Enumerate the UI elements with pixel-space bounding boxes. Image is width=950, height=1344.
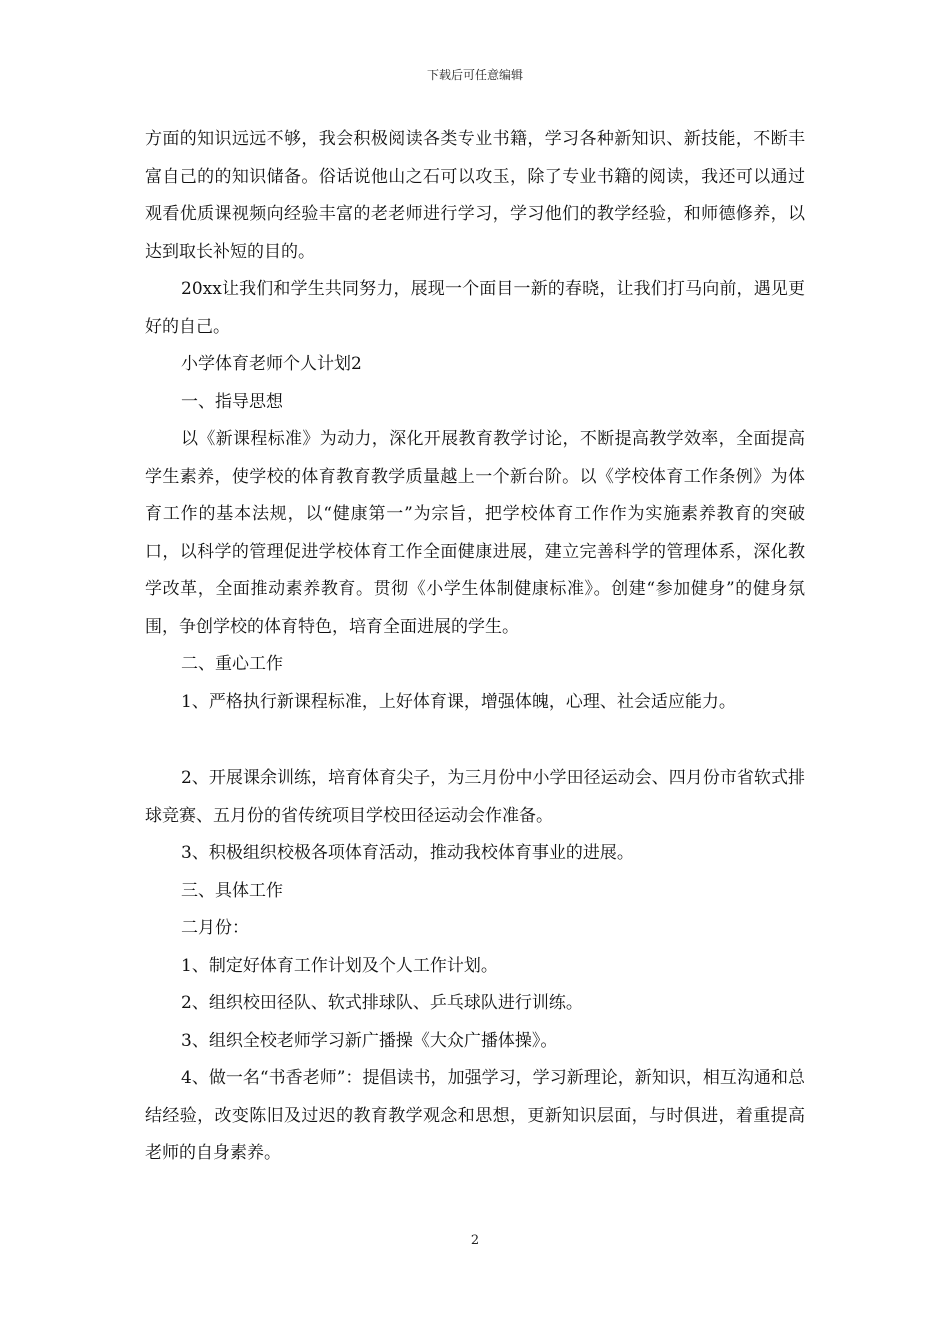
page-header: 下载后可任意编辑	[426, 68, 523, 82]
list-item: 4、做一名“书香老师”：提倡读书，加强学习，学习新理论，新知识，相互沟通和总结经验，改变陈旧及过迟的教育教学观念和思想，更新知识层面，与时俱进，着重提高老师的自身素养。	[145, 1068, 805, 1163]
list-item: 3、积极组织校极各项体育活动，推动我校体育事业的进展。	[181, 843, 634, 863]
list-item: 1、制定好体育工作计划及个人工作计划。	[181, 955, 498, 976]
heading-february: 二月份：	[181, 918, 249, 938]
list-item: 2、组织校田径队、软式排球队、乒乓球队进行训练。	[181, 993, 583, 1013]
page-number: 2	[470, 1233, 480, 1248]
paragraph-closing: 20xx让我们和学生共同努力，展现一个面目一新的春晓，让我们打马向前，遇见更好的自己。	[145, 279, 805, 337]
spacer	[145, 721, 805, 760]
heading-guiding-ideology: 一、指导思想	[181, 391, 283, 412]
document-body	[145, 121, 805, 1173]
list-item: 3、组织全校老师学习新广播操《大众广播体操》。	[181, 1030, 558, 1051]
list-item: 2、开展课余训练，培育体育尖子，为三月份中小学田径运动会、四月份市省软式排球竞赛、五月份的省传统项目学校田径运动会作准备。	[145, 768, 805, 826]
section-title: 小学体育老师个人计划2	[181, 354, 362, 374]
heading-specific-work: 三、具体工作	[181, 880, 283, 901]
list-item: 1、严格执行新课程标准，上好体育课，增强体魄，心理、社会适应能力。	[181, 691, 736, 712]
paragraph-guiding-ideology: 以《新课程标准》为动力，深化开展教育教学讨论，不断提高教学效率，全面提高学生素养，使学校的体育教育教学质量越上一个新台阶。以《学校体育工作条例》为体育工作的基本法规，以“健康第一”为宗旨，把学校体育工作作为实施素养教育的突破口，以科学的管理促进学校体育工作全面健康进展，建立完善科学的管理体系，深化教学改革，全面推动素养教育。贯彻《小学生体制健康标准》。创建“参加健身”的健身氛围，争创学校的体育特色，培育全面进展的学生。	[145, 429, 805, 637]
paragraph-knowledge: 方面的知识远远不够，我会积极阅读各类专业书籍，学习各种新知识、新技能，不断丰富自己的的知识储备。俗话说他山之石可以攻玉，除了专业书籍的阅读，我还可以通过观看优质课视频向经验丰富的老老师进行学习，学习他们的教学经验，和师德修养，以达到取长补短的目的。	[145, 129, 805, 262]
heading-key-work: 二、重心工作	[181, 654, 283, 674]
